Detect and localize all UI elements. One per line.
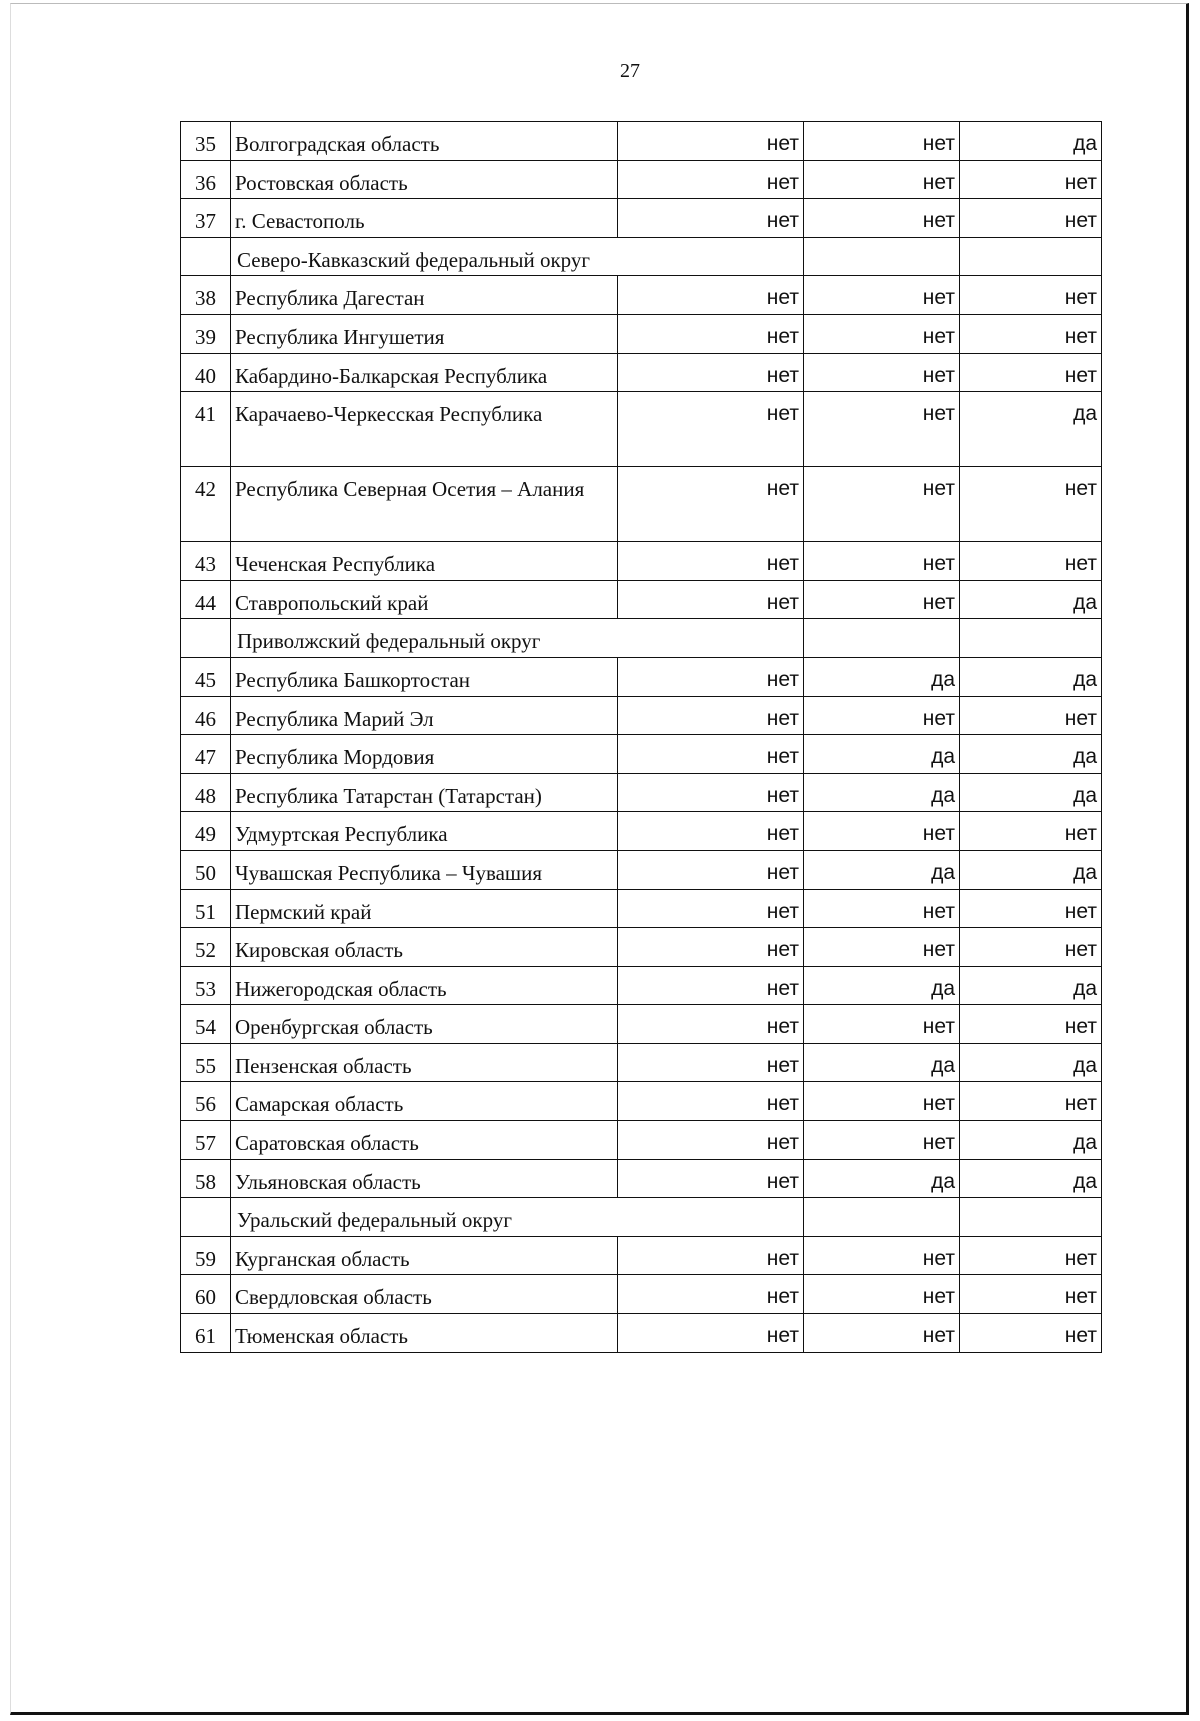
value-col-2: да (804, 850, 960, 889)
value-col-2: да (804, 657, 960, 696)
region-name: Удмуртская Республика (231, 812, 618, 851)
region-name: Волгоградская область (231, 122, 618, 161)
value-col-1: нет (618, 812, 804, 851)
row-number: 44 (181, 580, 231, 619)
region-name: Ростовская область (231, 160, 618, 199)
table-row (181, 580, 1102, 619)
row-number: 48 (181, 773, 231, 812)
value-col-3: да (960, 1121, 1102, 1160)
region-name: Республика Татарстан (Татарстан) (231, 773, 618, 812)
value-col-3: да (960, 735, 1102, 774)
district-empty-cell (960, 237, 1102, 276)
value-col-2: нет (804, 1121, 960, 1160)
value-col-1: нет (618, 1082, 804, 1121)
value-col-3: нет (960, 889, 1102, 928)
row-number: 61 (181, 1314, 231, 1353)
value-col-2: нет (804, 1275, 960, 1314)
row-number: 36 (181, 160, 231, 199)
region-name: Карачаево-Черкесская Республика (231, 392, 618, 467)
region-name: Кабардино-Балкарская Республика (231, 353, 618, 392)
table-row (181, 1121, 1102, 1160)
value-col-2: нет (804, 1236, 960, 1275)
region-name: Ставропольский край (231, 580, 618, 619)
table-row (181, 1159, 1102, 1198)
district-empty-cell (960, 1198, 1102, 1237)
value-col-3: нет (960, 1275, 1102, 1314)
region-name: Республика Дагестан (231, 276, 618, 315)
value-col-3: нет (960, 160, 1102, 199)
value-col-2: нет (804, 122, 960, 161)
value-col-2: нет (804, 1005, 960, 1044)
district-empty-cell (804, 619, 960, 658)
value-col-1: нет (618, 199, 804, 238)
value-col-2: нет (804, 542, 960, 581)
value-col-3: да (960, 966, 1102, 1005)
table-row (181, 199, 1102, 238)
district-number-cell (181, 619, 231, 658)
value-col-3: да (960, 392, 1102, 467)
table-row (181, 467, 1102, 542)
row-number: 35 (181, 122, 231, 161)
table-row (181, 1082, 1102, 1121)
region-name: Самарская область (231, 1082, 618, 1121)
value-col-1: нет (618, 392, 804, 467)
value-col-3: нет (960, 812, 1102, 851)
row-number: 56 (181, 1082, 231, 1121)
value-col-3: да (960, 773, 1102, 812)
value-col-2: да (804, 1043, 960, 1082)
row-number: 60 (181, 1275, 231, 1314)
region-name: Курганская область (231, 1236, 618, 1275)
value-col-2: нет (804, 1314, 960, 1353)
value-col-3: нет (960, 353, 1102, 392)
value-col-3: нет (960, 1082, 1102, 1121)
district-name: Уральский федеральный округ (231, 1198, 804, 1237)
region-name: г. Севастополь (231, 199, 618, 238)
row-number: 57 (181, 1121, 231, 1160)
row-number: 37 (181, 199, 231, 238)
row-number: 53 (181, 966, 231, 1005)
row-number: 38 (181, 276, 231, 315)
value-col-1: нет (618, 467, 804, 542)
region-name: Саратовская область (231, 1121, 618, 1160)
row-number: 42 (181, 467, 231, 542)
region-name: Чеченская Республика (231, 542, 618, 581)
regions-table (180, 121, 1102, 1353)
value-col-1: нет (618, 1121, 804, 1160)
table-row (181, 276, 1102, 315)
district-empty-cell (804, 237, 960, 276)
table-row (181, 1236, 1102, 1275)
region-name: Пензенская область (231, 1043, 618, 1082)
row-number: 46 (181, 696, 231, 735)
value-col-2: нет (804, 353, 960, 392)
value-col-1: нет (618, 314, 804, 353)
district-name: Северо-Кавказский федеральный округ (231, 237, 804, 276)
value-col-3: нет (960, 467, 1102, 542)
table-row (181, 353, 1102, 392)
value-col-1: нет (618, 850, 804, 889)
value-col-1: нет (618, 160, 804, 199)
row-number: 58 (181, 1159, 231, 1198)
region-name: Республика Северная Осетия – Алания (231, 467, 618, 542)
district-number-cell (181, 1198, 231, 1237)
table-row (181, 966, 1102, 1005)
row-number: 40 (181, 353, 231, 392)
table-row (181, 812, 1102, 851)
district-empty-cell (804, 1198, 960, 1237)
row-number: 41 (181, 392, 231, 467)
table-row (181, 1005, 1102, 1044)
value-col-2: да (804, 735, 960, 774)
row-number: 55 (181, 1043, 231, 1082)
value-col-2: нет (804, 160, 960, 199)
row-number: 39 (181, 314, 231, 353)
value-col-2: нет (804, 314, 960, 353)
value-col-3: нет (960, 1005, 1102, 1044)
value-col-1: нет (618, 773, 804, 812)
region-name: Кировская область (231, 928, 618, 967)
value-col-3: нет (960, 276, 1102, 315)
value-col-3: да (960, 1043, 1102, 1082)
value-col-1: нет (618, 928, 804, 967)
table-row (181, 889, 1102, 928)
value-col-3: нет (960, 1236, 1102, 1275)
row-number: 51 (181, 889, 231, 928)
value-col-2: нет (804, 392, 960, 467)
district-row (181, 619, 1102, 658)
value-col-2: нет (804, 812, 960, 851)
district-number-cell (181, 237, 231, 276)
value-col-2: нет (804, 467, 960, 542)
value-col-3: да (960, 657, 1102, 696)
value-col-2: нет (804, 696, 960, 735)
district-row (181, 1198, 1102, 1237)
row-number: 52 (181, 928, 231, 967)
value-col-2: нет (804, 1082, 960, 1121)
value-col-1: нет (618, 1043, 804, 1082)
table-row (181, 314, 1102, 353)
value-col-1: нет (618, 966, 804, 1005)
value-col-1: нет (618, 735, 804, 774)
regions-table-body (181, 122, 1102, 1353)
value-col-1: нет (618, 353, 804, 392)
value-col-2: нет (804, 580, 960, 619)
table-row (181, 850, 1102, 889)
value-col-1: нет (618, 1159, 804, 1198)
district-row (181, 237, 1102, 276)
value-col-3: нет (960, 542, 1102, 581)
value-col-1: нет (618, 1005, 804, 1044)
table-row (181, 928, 1102, 967)
value-col-3: нет (960, 199, 1102, 238)
value-col-3: нет (960, 1314, 1102, 1353)
value-col-2: нет (804, 889, 960, 928)
table-row (181, 122, 1102, 161)
region-name: Республика Ингушетия (231, 314, 618, 353)
value-col-1: нет (618, 1275, 804, 1314)
table-row (181, 657, 1102, 696)
row-number: 50 (181, 850, 231, 889)
value-col-1: нет (618, 122, 804, 161)
table-row (181, 1314, 1102, 1353)
row-number: 54 (181, 1005, 231, 1044)
row-number: 47 (181, 735, 231, 774)
region-name: Ульяновская область (231, 1159, 618, 1198)
value-col-1: нет (618, 657, 804, 696)
value-col-3: да (960, 122, 1102, 161)
table-row (181, 160, 1102, 199)
value-col-1: нет (618, 1236, 804, 1275)
table-row (181, 392, 1102, 467)
value-col-1: нет (618, 542, 804, 581)
value-col-3: нет (960, 696, 1102, 735)
district-empty-cell (960, 619, 1102, 658)
page-number: 27 (620, 60, 640, 82)
table-row (181, 1275, 1102, 1314)
value-col-3: нет (960, 314, 1102, 353)
value-col-2: да (804, 1159, 960, 1198)
value-col-1: нет (618, 580, 804, 619)
region-name: Республика Марий Эл (231, 696, 618, 735)
value-col-1: нет (618, 696, 804, 735)
value-col-2: нет (804, 928, 960, 967)
region-name: Тюменская область (231, 1314, 618, 1353)
row-number: 43 (181, 542, 231, 581)
table-row (181, 1043, 1102, 1082)
value-col-3: да (960, 850, 1102, 889)
value-col-1: нет (618, 889, 804, 928)
value-col-2: да (804, 773, 960, 812)
table-row (181, 735, 1102, 774)
table-row (181, 542, 1102, 581)
table-row (181, 696, 1102, 735)
value-col-3: да (960, 580, 1102, 619)
row-number: 45 (181, 657, 231, 696)
region-name: Республика Башкортостан (231, 657, 618, 696)
value-col-3: нет (960, 928, 1102, 967)
region-name: Нижегородская область (231, 966, 618, 1005)
value-col-2: нет (804, 276, 960, 315)
value-col-2: да (804, 966, 960, 1005)
value-col-2: нет (804, 199, 960, 238)
value-col-1: нет (618, 1314, 804, 1353)
row-number: 49 (181, 812, 231, 851)
region-name: Свердловская область (231, 1275, 618, 1314)
region-name: Оренбургская область (231, 1005, 618, 1044)
region-name: Чувашская Республика – Чувашия (231, 850, 618, 889)
region-name: Республика Мордовия (231, 735, 618, 774)
district-name: Приволжский федеральный округ (231, 619, 804, 658)
value-col-3: да (960, 1159, 1102, 1198)
value-col-1: нет (618, 276, 804, 315)
row-number: 59 (181, 1236, 231, 1275)
region-name: Пермский край (231, 889, 618, 928)
table-row (181, 773, 1102, 812)
